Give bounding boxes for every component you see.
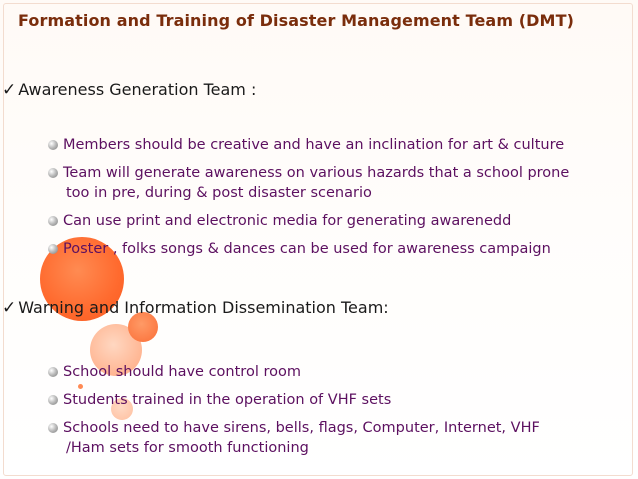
checkmark-icon: ✓ <box>2 80 17 100</box>
list-item: Students trained in the operation of VHF sets <box>48 390 391 410</box>
bullet-icon <box>48 168 58 178</box>
section-heading-text: Warning and Information Dissemination Team: <box>18 298 389 317</box>
section-heading-text: Awareness Generation Team : <box>18 80 257 99</box>
bullet-icon <box>48 216 58 226</box>
bullet-icon <box>48 367 58 377</box>
section-heading-awareness <box>2 80 256 100</box>
section-heading-warning <box>2 298 389 318</box>
list-item: Members should be creative and have an inclination for art & culture <box>48 135 564 155</box>
bullet-icon <box>48 244 58 254</box>
list-item-continuation: too in pre, during & post disaster scenario <box>66 185 372 201</box>
list-item: Poster , folks songs & dances can be used for awareness campaign <box>48 239 551 259</box>
list-item-continuation: /Ham sets for smooth functioning <box>66 440 309 456</box>
decorative-dot <box>78 384 83 389</box>
bullet-icon <box>48 140 58 150</box>
slide-title: Formation and Training of Disaster Management Team (DMT) <box>18 11 575 30</box>
checkmark-icon: ✓ <box>2 298 17 318</box>
list-item: Schools need to have sirens, bells, flags, Computer, Internet, VHF <box>48 418 540 438</box>
bullet-icon <box>48 395 58 405</box>
list-item: Can use print and electronic media for generating awarenedd <box>48 211 511 231</box>
list-item: Team will generate awareness on various hazards that a school prone <box>48 163 569 183</box>
bullet-icon <box>48 423 58 433</box>
list-item: School should have control room <box>48 362 301 382</box>
